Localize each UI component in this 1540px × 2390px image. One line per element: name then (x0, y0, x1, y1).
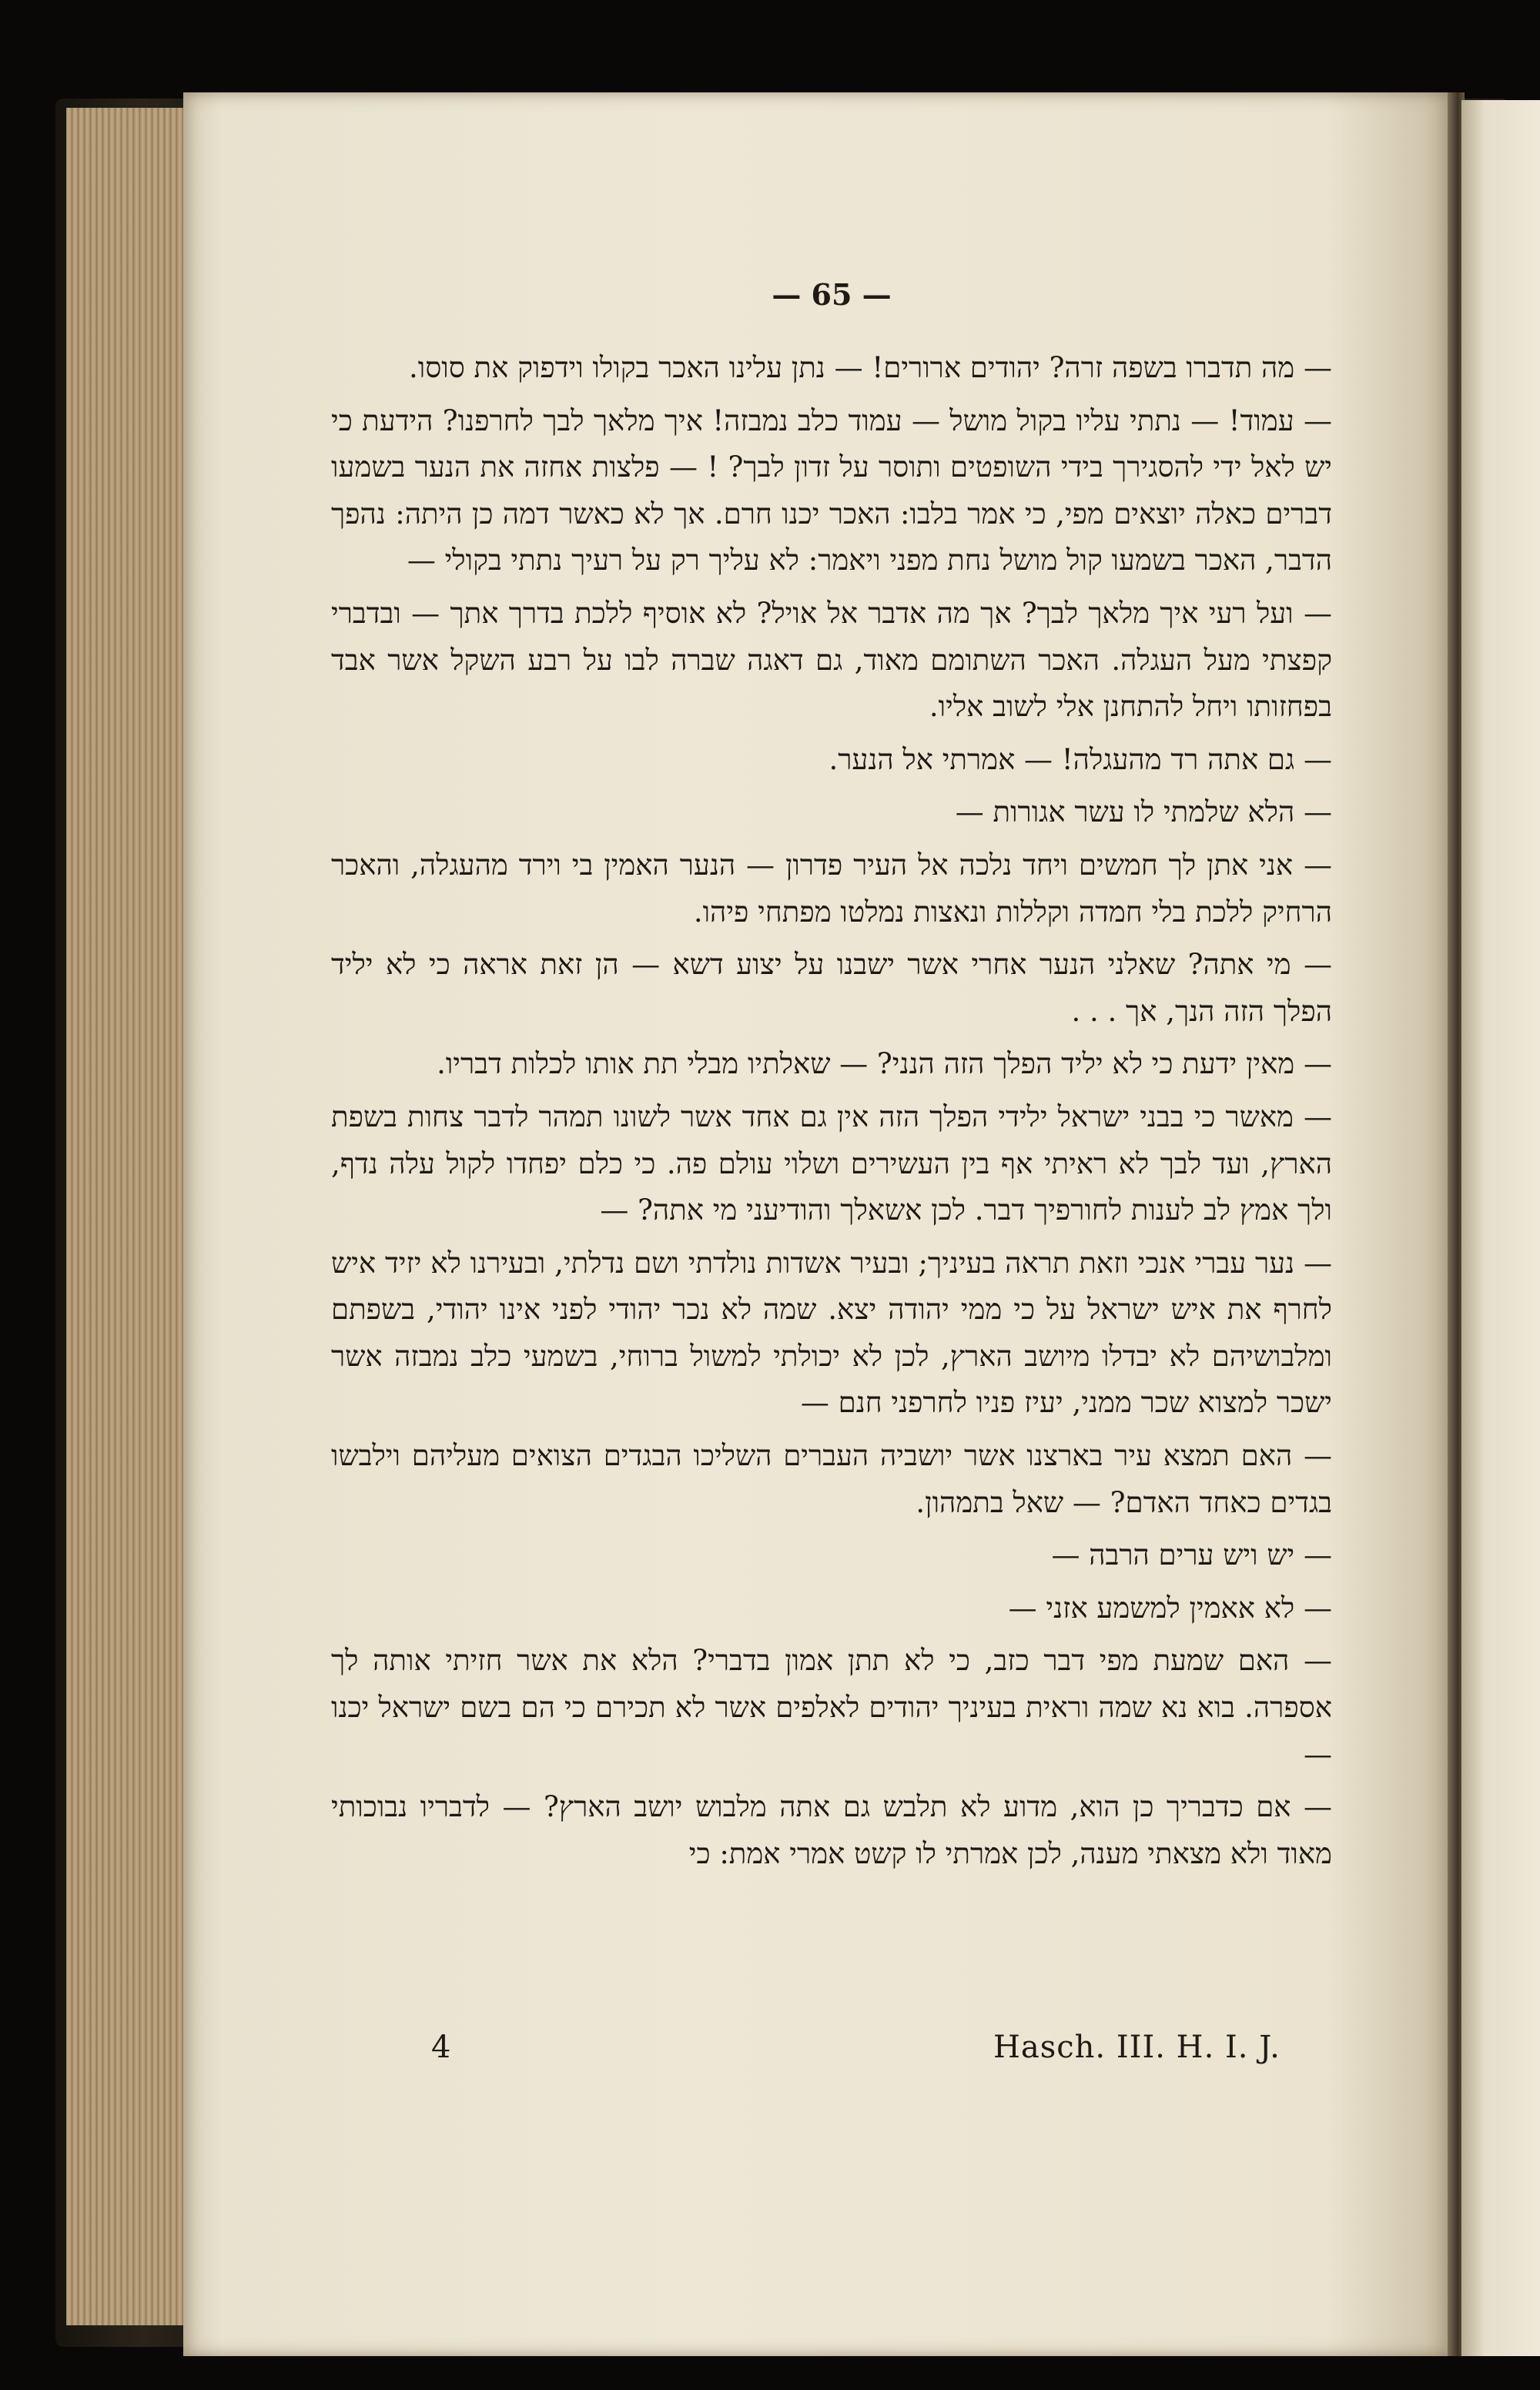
paragraph: — נער עברי אנכי וזאת תראה בעיניך; ובעיר אשדות נולדתי ושם נדלתי, ובעירנו לא יזיד איש לחרף את איש ישראל על כי ממי יהודה יצא. שמה לא נכר יהודי לפני אינו יהודי, בשפתם ומלבושיהם לא יבדלו מיושב הארץ, לכן לא יכולתי למשול ברוחי, בשמעי כלב נמבזה אשר ישכר למצוא שכר ממני, יעיז פניו לחרפני חנם — (331, 1246, 1332, 1420)
facing-page-edge (1461, 100, 1540, 2356)
paragraph: — האם תמצא עיר בארצנו אשר יושביה העברים השליכו הבגדים הצואים מעליהם וילבשו בגדים כאחד האדם? — שאל בתמהון. (331, 1439, 1332, 1519)
paragraph: — ועל רעי איך מלאך לבך? אך מה אדבר אל אויל? לא אוסיף ללכת בדרך אתך — ובדברי קפצתי מעל העגלה. האכר השתומם מאוד, גם דאגה שברה לבו על רבע השקל אשר אבד בפחזותו ויחל להתחנן אלי לשוב אליו. (331, 596, 1333, 724)
signature-mark: 4 (431, 2030, 451, 2065)
paragraph: — יש ויש ערים הרבה — (1051, 1538, 1332, 1572)
paragraph: — עמוד! — נתתי עליו בקול מושל — עמוד כלב נמבזה! איך מלאך לבך לחרפנו? הידעת כי יש לאל ידי להסגירך בידי השופטים ותוסר על זדון לבך? ! — פלצות אחזה את הנער בשמעו דברים כאלה יוצאים מפי, כי אמר בלבו: האכר יכנו חרם. אך לא כאשר דמה כן היתה: נהפך הדבר, האכר בשמעו קול מושל נחת מפני ויאמר: לא עליך רק על רעיך נתתי בקולי — (331, 403, 1332, 577)
paragraph: — מאין ידעת כי לא יליד הפלך הזה הנני? — שאלתיו מבלי תת אותו לכלות דבריו. (437, 1047, 1332, 1081)
paragraph: — אני אתן לך חמשים ויחד נלכה אל העיר פדרון — הנער האמין בי וירד מהעגלה, והאכר הרחיק ללכת בלי חמדה וקללות ונאצות נמלטו מפתחי פיהו. (331, 848, 1332, 929)
page-text (331, 345, 1332, 2000)
paragraph: — האם שמעת מפי דבר כזב, כי לא תתן אמון בדברי? הלא את אשר חזיתי אותה לך אספרה. בוא נא שמה וראית בעיניך יהודים לאלפים אשר לא תכירם כי הם בשם ישראל יכנו — (331, 1644, 1332, 1771)
signature-code: Hasch. III. H. I. J. (993, 2030, 1281, 2065)
paragraph: — מאשר כי בבני ישראל ילידי הפלך הזה אין גם אחד אשר לשונו תמהר לדבר צחות בשפת הארץ, ועד לבך לא ראיתי אף בין העשירים ושלוי עולם פה. כי כלם יפחדו לקול עלה נדף, ולך אמץ לב לענות לחורפיך דבר. לכן אשאלך והודיעני מי אתה? — (331, 1100, 1332, 1227)
page-edges (66, 108, 189, 2325)
paragraph: — מה תדברו בשפה זרה? יהודים ארורים! — נתן עלינו האכר בקולו וידפוק את סוסו. (409, 351, 1332, 384)
page-number: — 65 — (772, 277, 892, 312)
paragraph: — לא אאמין למשמע אזני — (1008, 1591, 1332, 1625)
paragraph: — אם כדבריך כן הוא, מדוע לא תלבש גם אתה מלבוש יושב הארץ? — לדבריו נבוכותי מאוד ולא מצאתי מענה, לכן אמרתי לו קשט אמרי אמת: כי (331, 1790, 1332, 1870)
paragraph: — מי אתה? שאלני הנער אחרי אשר ישבנו על יצוע דשא — הן זאת אראה כי לא יליד הפלך הזה הנך, אך . . . (331, 948, 1332, 1028)
paragraph: — גם אתה רד מהעגלה! — אמרתי אל הנער. (829, 742, 1332, 776)
paragraph: — הלא שלמתי לו עשר אגורות — (955, 795, 1332, 829)
